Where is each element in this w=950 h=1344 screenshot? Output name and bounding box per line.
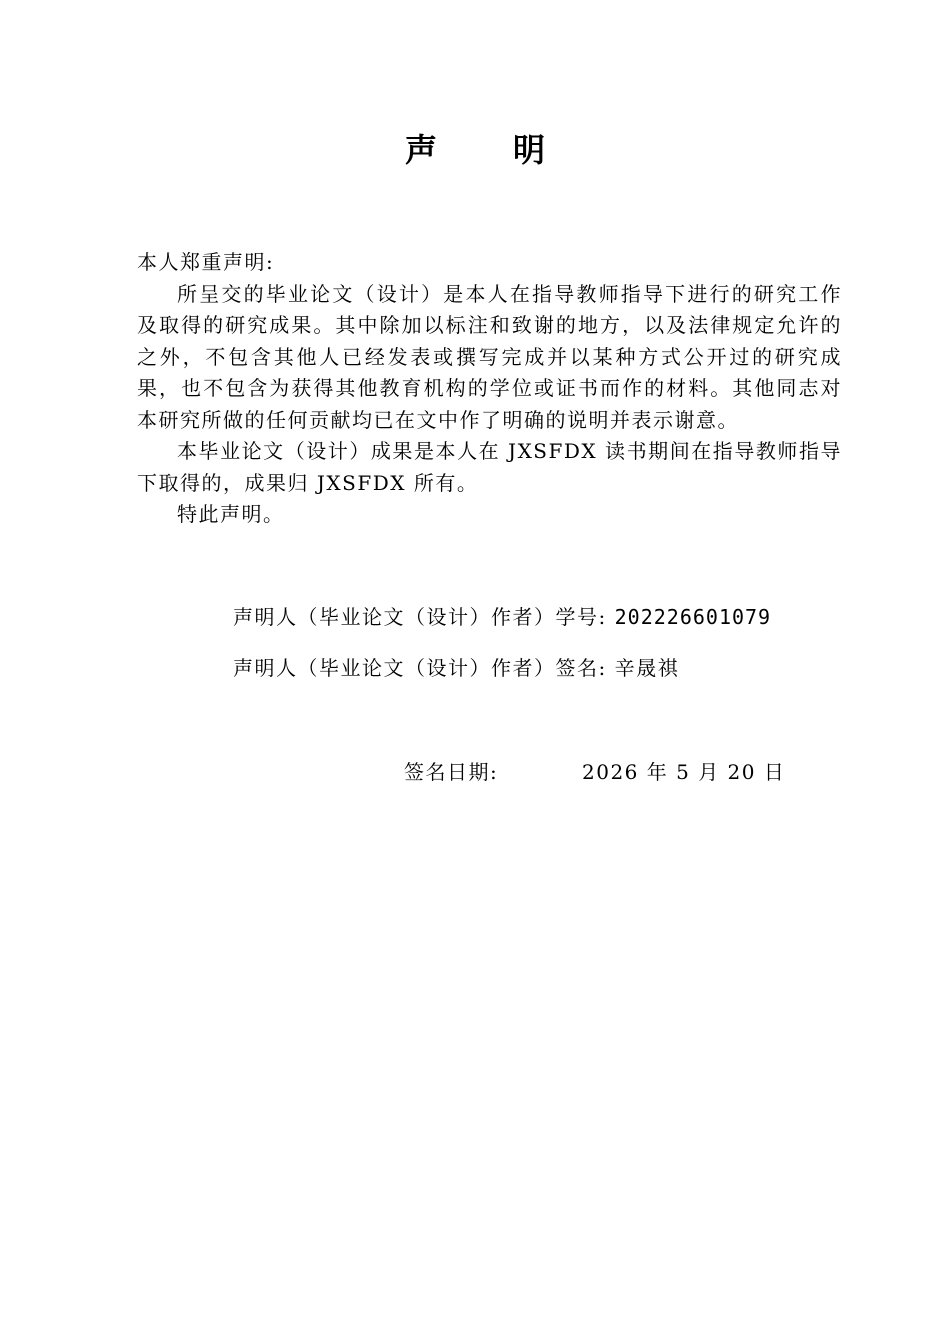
declaration-body [137,247,842,531]
student-id-line [233,602,771,632]
declaration-opening: 本人郑重声明: [137,250,275,274]
signature-value: 辛晟祺 [614,656,680,680]
title-char-1: 声 [404,131,437,169]
declaration-closing: 特此声明。 [177,502,285,526]
signature-line [233,653,679,683]
title-char-2: 明 [513,131,546,169]
declaration-paragraph-2: 本毕业论文（设计）成果是本人在 JXSFDX 读书期间在指导教师指导下取得的，成果归 JXSFDX 所有。 [137,439,842,495]
student-id-label: 声明人（毕业论文（设计）作者）学号: [233,605,607,629]
declaration-paragraph-1: 所呈交的毕业论文（设计）是本人在指导教师指导下进行的研究工作及取得的研究成果。其中除加以标注和致谢的地方，以及法律规定允许的之外，不包含其他人已经发表或撰写完成并以某种方式公开过的研究成果，也不包含为获得其他教育机构的学位或证书而作的材料。其他同志对本研究所做的任何贡献均已在文中作了明确的说明并表示谢意。 [137,281,842,432]
date-label: 签名日期: [404,760,499,784]
page-title [0,126,950,174]
signature-label: 声明人（毕业论文（设计）作者）签名: [233,656,607,680]
date-value: 2026 年 5 月 20 日 [582,760,786,784]
student-id-value: 202226601079 [614,605,772,629]
date-line [404,757,786,787]
